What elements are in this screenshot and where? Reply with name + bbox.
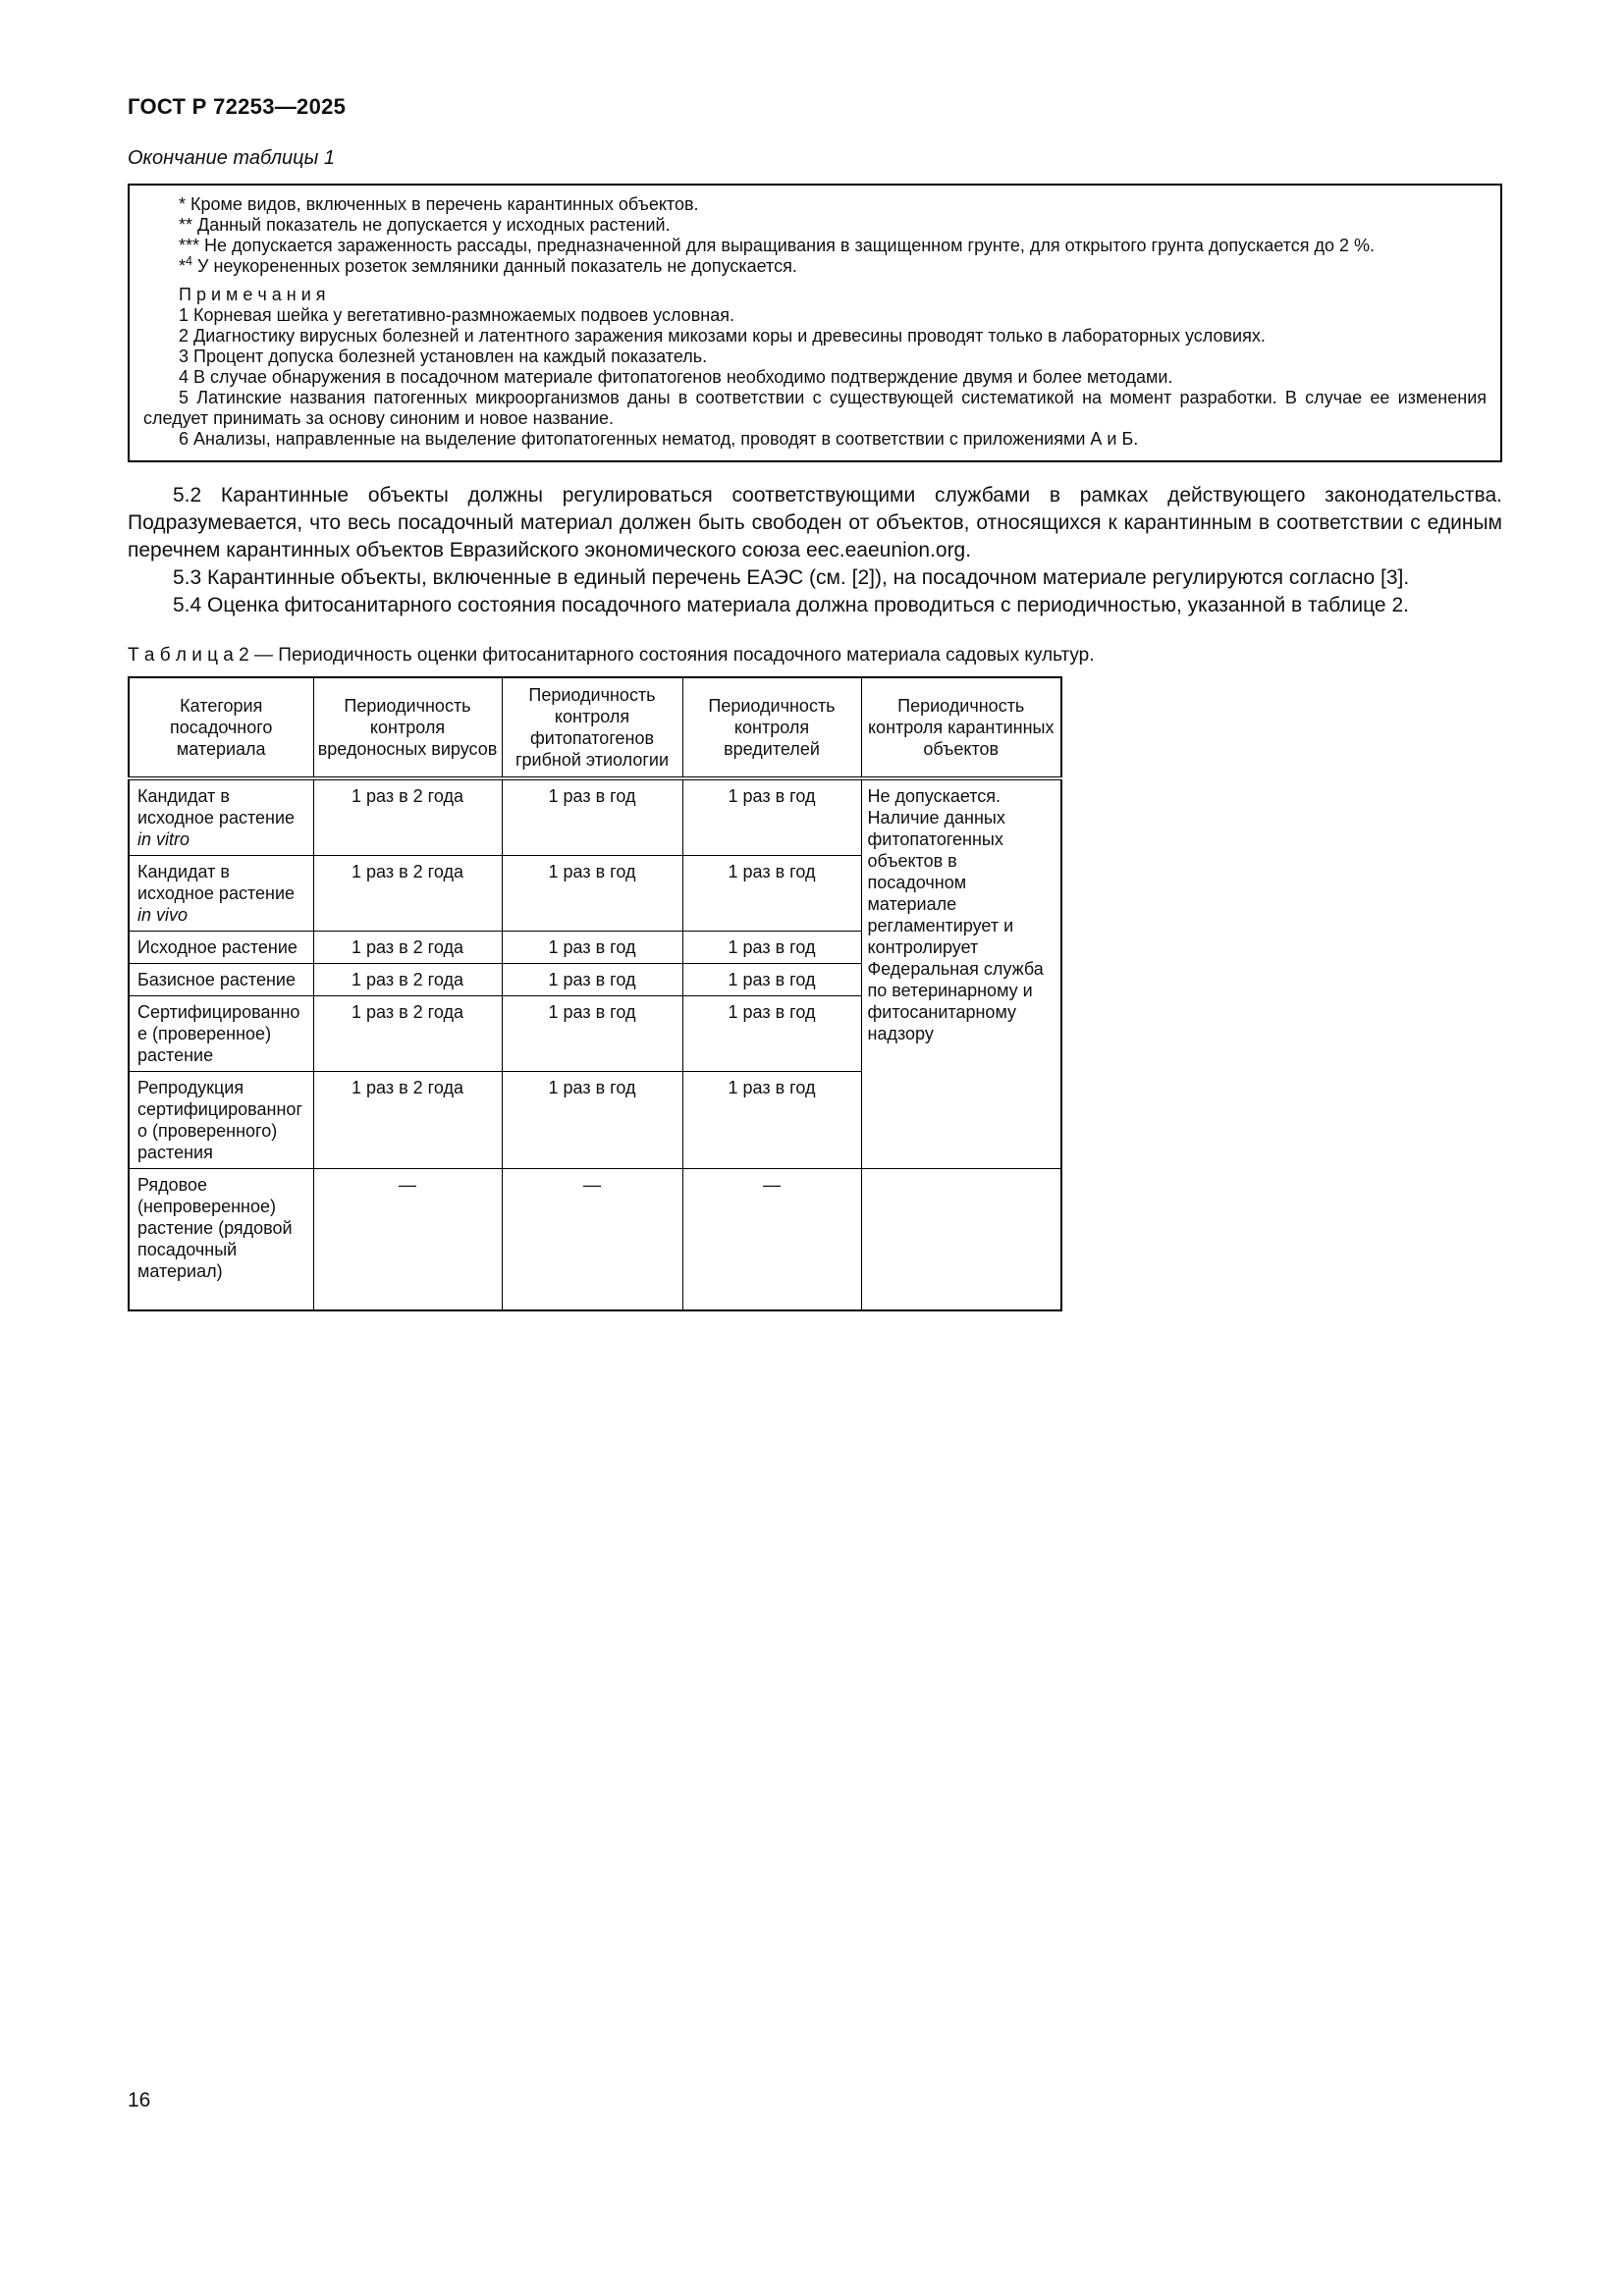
paragraph-5-2: 5.2 Карантинные объекты должны регулироваться соответствующими службами в рамках действующего законодательства. Подразумевается, что весь посадочный материал должен быть свободен от объектов, относящихся к карантинным в соответствии с единым перечнем карантинных объектов Евразийского экономического союза eec.eaeunion.org. bbox=[128, 484, 1502, 561]
fungal-period-cell: 1 раз в год bbox=[502, 996, 682, 1072]
footnote-text: У неукорененных розеток земляники данный показатель не допускается. bbox=[192, 256, 797, 276]
category-cell: Рядовое (непроверенное) растение (рядовой посадочный материал) bbox=[129, 1169, 313, 1311]
category-latin-term: in vivo bbox=[137, 905, 189, 925]
category-cell: Базисное растение bbox=[129, 964, 313, 996]
header-virus-control: Периодичность контроля вредоносных вирусов bbox=[313, 677, 502, 778]
fungal-period-cell: 1 раз в год bbox=[502, 778, 682, 856]
table1-notes-box bbox=[128, 184, 1502, 462]
table2-caption-text: — Периодичность оценки фитосанитарного состояния посадочного материала садовых культур. bbox=[254, 645, 1095, 666]
pest-period-cell: 1 раз в год bbox=[682, 996, 861, 1072]
virus-period-cell: 1 раз в 2 года bbox=[313, 778, 502, 856]
table1-note: 5 Латинские названия патогенных микроорганизмов даны в соответствии с существующей систематикой на момент разработки. В случае ее изменения следует принимать за основу синоним и новое название. bbox=[143, 388, 1487, 428]
virus-period-cell: — bbox=[313, 1169, 502, 1311]
table1-note: 4 В случае обнаружения в посадочном материале фитопатогенов необходимо подтверждение двумя и более методами. bbox=[179, 367, 1173, 387]
footnote-marker: *** bbox=[179, 236, 200, 255]
header-quarantine-control: Периодичность контроля карантинных объектов bbox=[861, 677, 1061, 778]
table1-note: 1 Корневая шейка у вегетативно-размножаемых подвоев условная. bbox=[179, 305, 734, 325]
footnote-marker-sup: 4 bbox=[186, 254, 193, 268]
table1-footnote bbox=[143, 215, 1487, 236]
footnote-text: Данный показатель не допускается у исходных растений. bbox=[192, 215, 671, 235]
table2-header-row bbox=[129, 677, 1061, 778]
virus-period-cell: 1 раз в 2 года bbox=[313, 996, 502, 1072]
pest-period-cell: 1 раз в год bbox=[682, 1072, 861, 1169]
table1-footnotes bbox=[143, 194, 1487, 277]
footnote-text: Не допускается зараженность рассады, предназначенной для выращивания в защищенном грунте, для открытого грунта допускается до 2 %. bbox=[199, 236, 1375, 255]
table2 bbox=[128, 676, 1062, 1311]
fungal-period-cell: 1 раз в год bbox=[502, 964, 682, 996]
table1-footnote bbox=[143, 194, 1487, 215]
table2-body bbox=[129, 778, 1061, 1310]
category-cell: Кандидат в исходное растение in vivo bbox=[129, 856, 313, 932]
table1-note: 3 Процент допуска болезней установлен на каждый показатель. bbox=[179, 347, 708, 366]
document-code-header: ГОСТ Р 72253—2025 bbox=[128, 94, 347, 119]
pest-period-cell: 1 раз в год bbox=[682, 932, 861, 964]
table2-caption-label: Т а б л и ц а 2 bbox=[128, 645, 249, 666]
virus-period-cell: 1 раз в 2 года bbox=[313, 964, 502, 996]
footnote-marker: * bbox=[179, 194, 187, 214]
footnote-text: Кроме видов, включенных в перечень карантинных объектов. bbox=[186, 194, 699, 214]
table1-note: 6 Анализы, направленные на выделение фитопатогенных нематод, проводят в соответствии с приложениями А и Б. bbox=[179, 429, 1139, 449]
quarantine-note-cell: Не допускается. Наличие данных фитопатогенных объектов в посадочном материале регламентирует и контролирует Федеральная служба по ветеринарному и фитосанитарному надзору bbox=[861, 778, 1061, 1169]
table2-caption bbox=[128, 645, 1502, 667]
header-category: Категория посадочного материала bbox=[129, 677, 313, 778]
table2-row bbox=[129, 1169, 1061, 1311]
notes-title: П р и м е ч а н и я bbox=[179, 285, 326, 304]
pest-period-cell: 1 раз в год bbox=[682, 964, 861, 996]
virus-period-cell: 1 раз в 2 года bbox=[313, 932, 502, 964]
table1-continuation-label: Окончание таблицы 1 bbox=[128, 147, 336, 169]
pest-period-cell: 1 раз в год bbox=[682, 778, 861, 856]
table1-notes bbox=[143, 305, 1487, 450]
fungal-period-cell: 1 раз в год bbox=[502, 1072, 682, 1169]
virus-period-cell: 1 раз в 2 года bbox=[313, 1072, 502, 1169]
fungal-period-cell: — bbox=[502, 1169, 682, 1311]
table2-row bbox=[129, 778, 1061, 856]
category-latin-term: in vitro bbox=[137, 829, 190, 849]
table1-note: 2 Диагностику вирусных болезней и латентного заражения микозами коры и древесины проводят только в лабораторных условиях. bbox=[179, 326, 1266, 346]
header-fungal-control: Периодичность контроля фитопатогенов грибной этиологии bbox=[502, 677, 682, 778]
footnote-marker: ** bbox=[179, 215, 193, 235]
pest-period-cell: — bbox=[682, 1169, 861, 1311]
header-pest-control: Периодичность контроля вредителей bbox=[682, 677, 861, 778]
body-paragraphs bbox=[128, 482, 1502, 619]
fungal-period-cell: 1 раз в год bbox=[502, 932, 682, 964]
virus-period-cell: 1 раз в 2 года bbox=[313, 856, 502, 932]
fungal-period-cell: 1 раз в год bbox=[502, 856, 682, 932]
paragraph-5-4: 5.4 Оценка фитосанитарного состояния посадочного материала должна проводиться с периодичностью, указанной в таблице 2. bbox=[173, 594, 1409, 616]
paragraph-5-3: 5.3 Карантинные объекты, включенные в единый перечень ЕАЭС (см. [2]), на посадочном материале регулируются согласно [3]. bbox=[173, 566, 1410, 589]
table1-footnote bbox=[143, 236, 1487, 256]
footnote-marker: *$^4$ bbox=[179, 254, 193, 276]
pest-period-cell: 1 раз в год bbox=[682, 856, 861, 932]
quarantine-empty-cell bbox=[861, 1169, 1061, 1311]
table1-footnote bbox=[143, 256, 1487, 277]
page-number: 16 bbox=[128, 2089, 151, 2111]
category-cell: Кандидат в исходное растение in vitro bbox=[129, 778, 313, 856]
page-content bbox=[128, 0, 1502, 1311]
category-cell: Репродукция сертифицированного (проверенного) растения bbox=[129, 1072, 313, 1169]
category-cell: Сертифицированное (проверенное) растение bbox=[129, 996, 313, 1072]
category-cell: Исходное растение bbox=[129, 932, 313, 964]
